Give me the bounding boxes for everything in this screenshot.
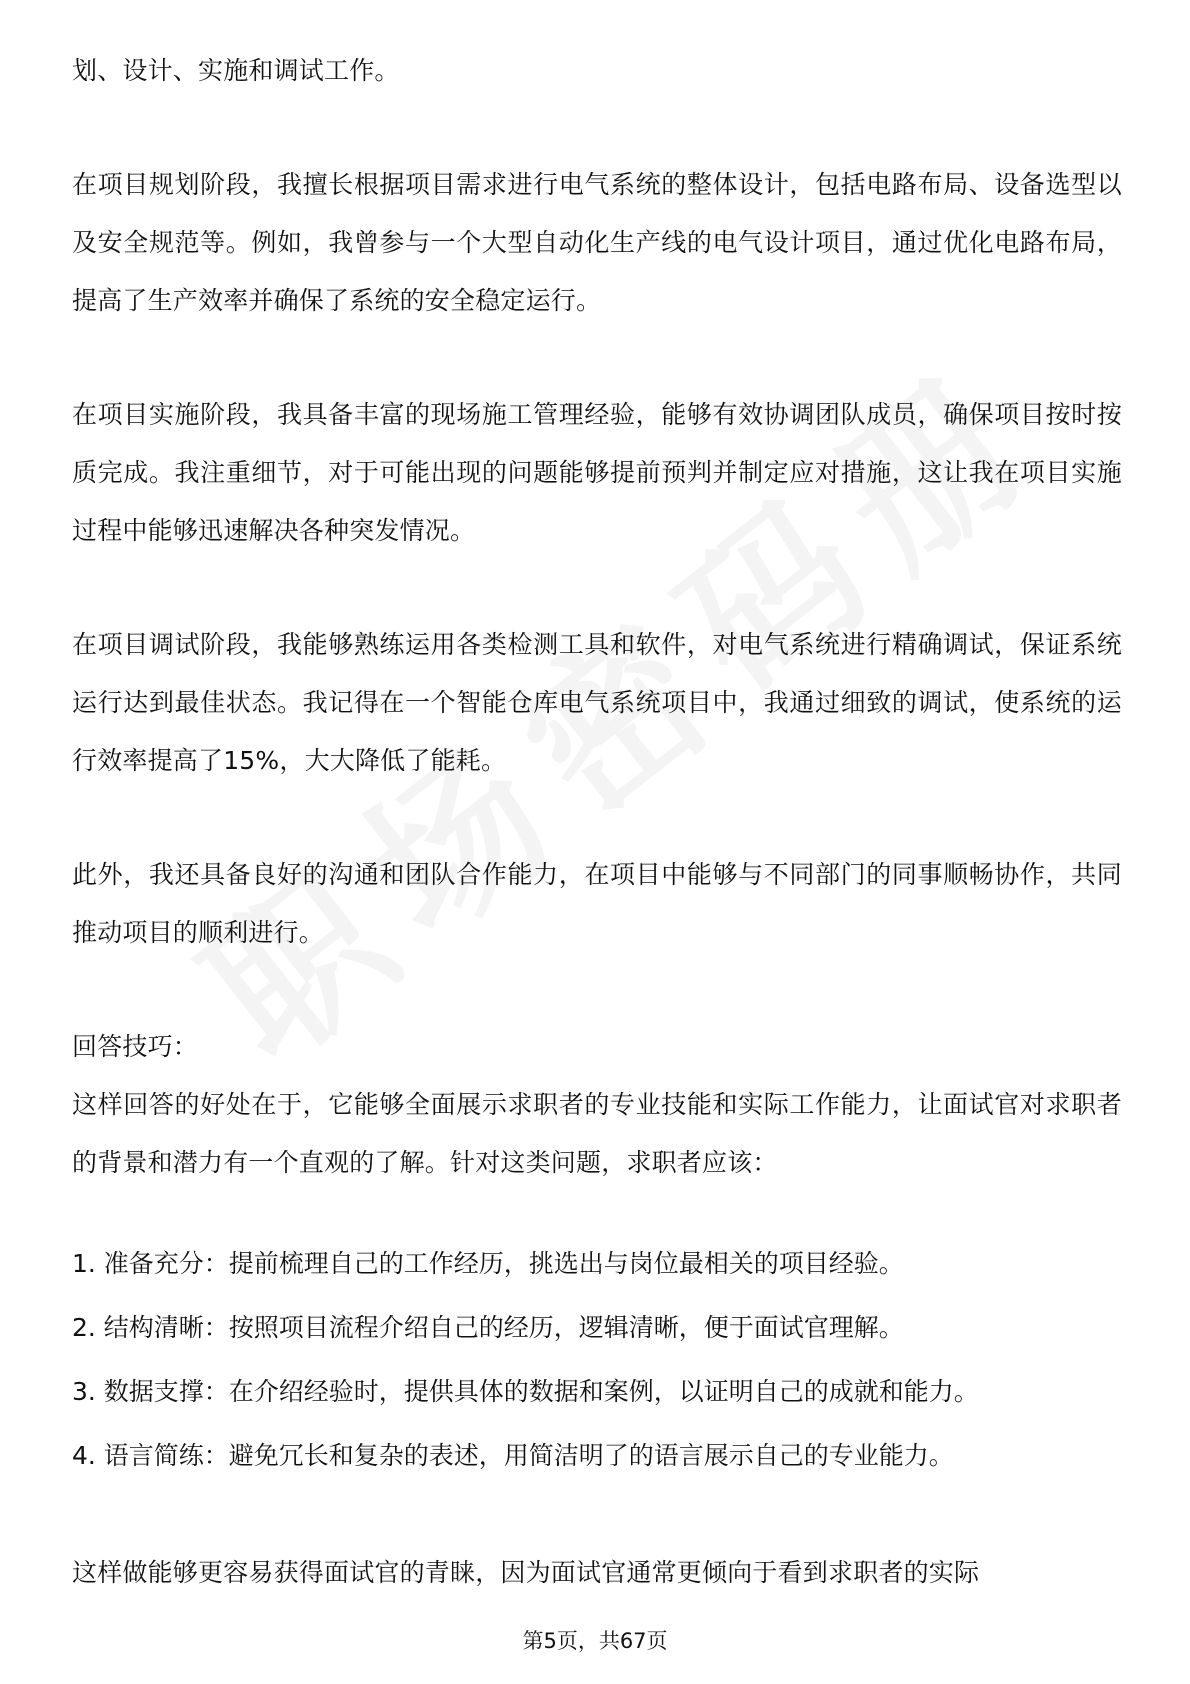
paragraph-closing: 这样做能够更容易获得面试官的青睐，因为面试官通常更倾向于看到求职者的实际	[72, 1558, 980, 1587]
list-item: 1. 准备充分：提前梳理自己的工作经历，挑选出与岗位最相关的项目经验。	[72, 1249, 904, 1278]
paragraph-debugging: 在项目调试阶段，我能够熟练运用各类检测工具和软件，对电气系统进行精确调试，保证系统运行达到最佳状态。我记得在一个智能仓库电气系统项目中，我通过细致的调试，使系统的运行效率提高了15%，大大降低了能耗。	[72, 630, 1122, 775]
tips-list	[72, 1232, 1122, 1488]
paragraph-continuation: 划、设计、实施和调试工作。	[72, 56, 400, 85]
paragraph-planning: 在项目规划阶段，我擅长根据项目需求进行电气系统的整体设计，包括电路布局、设备选型以及安全规范等。例如，我曾参与一个大型自动化生产线的电气设计项目，通过优化电路布局，提高了生产效率并确保了系统的安全稳定运行。	[72, 170, 1122, 315]
paragraph-teamwork: 此外，我还具备良好的沟通和团队合作能力，在项目中能够与不同部门的同事顺畅协作，共同推动项目的顺利进行。	[72, 860, 1122, 947]
tips-heading: 回答技巧：	[72, 1032, 199, 1061]
paragraph-implementation: 在项目实施阶段，我具备丰富的现场施工管理经验，能够有效协调团队成员，确保项目按时按质完成。我注重细节，对于可能出现的问题能够提前预判并制定应对措施，这让我在项目实施过程中能够迅速解决各种突发情况。	[72, 400, 1122, 545]
list-item: 4. 语言简练：避免冗长和复杂的表述，用简洁明了的语言展示自己的专业能力。	[72, 1441, 954, 1470]
list-item: 2. 结构清晰：按照项目流程介绍自己的经历，逻辑清晰，便于面试官理解。	[72, 1313, 904, 1342]
tips-intro: 这样回答的好处在于，它能够全面展示求职者的专业技能和实际工作能力，让面试官对求职者的背景和潜力有一个直观的了解。针对这类问题，求职者应该：	[72, 1090, 1122, 1177]
page-body	[72, 42, 1122, 1602]
list-item: 3. 数据支撑：在介绍经验时，提供具体的数据和案例，以证明自己的成就和能力。	[72, 1377, 979, 1406]
page-number: 第5页，共67页	[522, 1629, 668, 1653]
